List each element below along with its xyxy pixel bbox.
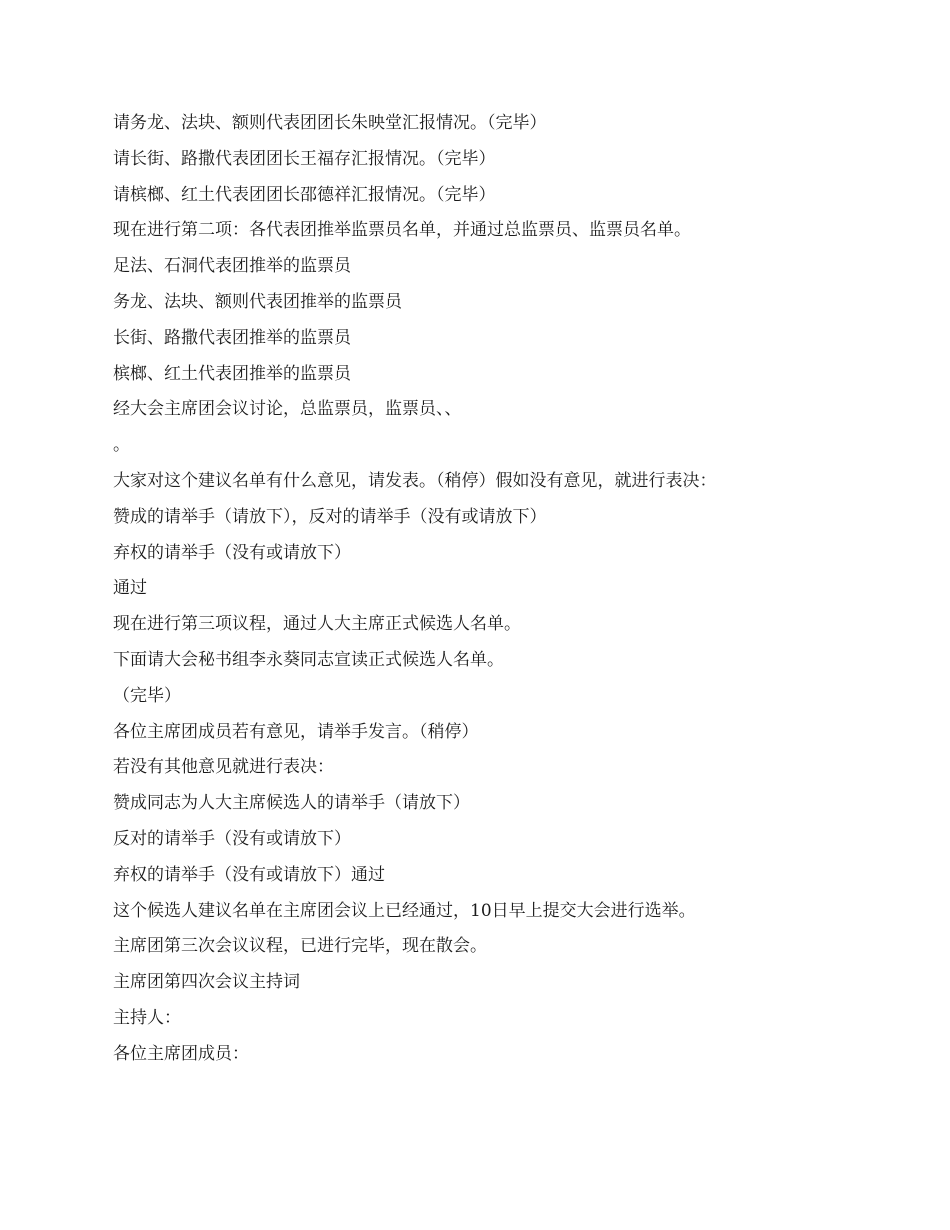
paragraph-line: 。 xyxy=(113,435,130,456)
paragraph-line: 现在进行第二项：各代表团推举监票员名单，并通过总监票员、监票员名单。 xyxy=(113,220,691,241)
paragraph-line: 各位主席团成员： xyxy=(113,1043,249,1064)
paragraph-line: 弃权的请举手（没有或请放下） xyxy=(113,542,351,563)
paragraph-line: 下面请大会秘书组李永葵同志宣读正式候选人名单。 xyxy=(113,649,504,670)
paragraph-line: 主持人： xyxy=(113,1007,181,1028)
paragraph-line: 足法、石洞代表团推举的监票员 xyxy=(113,256,351,277)
paragraph-line: （完毕） xyxy=(113,685,181,706)
paragraph-line: 经大会主席团会议讨论，总监票员，监票员、、 xyxy=(113,399,462,420)
paragraph-line: 务龙、法块、额则代表团推举的监票员 xyxy=(113,291,402,312)
paragraph-line: 反对的请举手（没有或请放下） xyxy=(113,828,351,849)
paragraph-line: 请槟榔、红土代表团团长邵德祥汇报情况。（完毕） xyxy=(113,184,496,205)
document-body xyxy=(113,110,893,1077)
paragraph-line: 主席团第三次会议议程，已进行完毕，现在散会。 xyxy=(113,936,487,957)
paragraph-line: 赞成同志为人大主席候选人的请举手（请放下） xyxy=(113,793,470,814)
paragraph-line: 现在进行第三项议程，通过人大主席正式候选人名单。 xyxy=(113,614,521,635)
paragraph-line: 这个候选人建议名单在主席团会议上已经通过，10日早上提交大会进行选举。 xyxy=(113,900,696,921)
paragraph-line: 赞成的请举手（请放下），反对的请举手（没有或请放下） xyxy=(113,506,547,527)
paragraph-line: 大家对这个建议名单有什么意见，请发表。（稍停）假如没有意见，就进行表决： xyxy=(113,470,717,491)
paragraph-line: 长街、路撒代表团推举的监票员 xyxy=(113,327,351,348)
paragraph-line: 弃权的请举手（没有或请放下）通过 xyxy=(113,864,385,885)
paragraph-line: 若没有其他意见就进行表决： xyxy=(113,757,334,778)
paragraph-line: 请务龙、法块、额则代表团团长朱映堂汇报情况。（完毕） xyxy=(113,113,547,133)
paragraph-line: 请长街、路撒代表团团长王福存汇报情况。（完毕） xyxy=(113,148,496,169)
paragraph-line: 通过 xyxy=(113,578,147,599)
paragraph-line: 各位主席团成员若有意见，请举手发言。（稍停） xyxy=(113,721,479,742)
section-heading: 主席团第四次会议主持词 xyxy=(113,972,300,993)
paragraph-line: 槟榔、红土代表团推举的监票员 xyxy=(113,363,351,384)
